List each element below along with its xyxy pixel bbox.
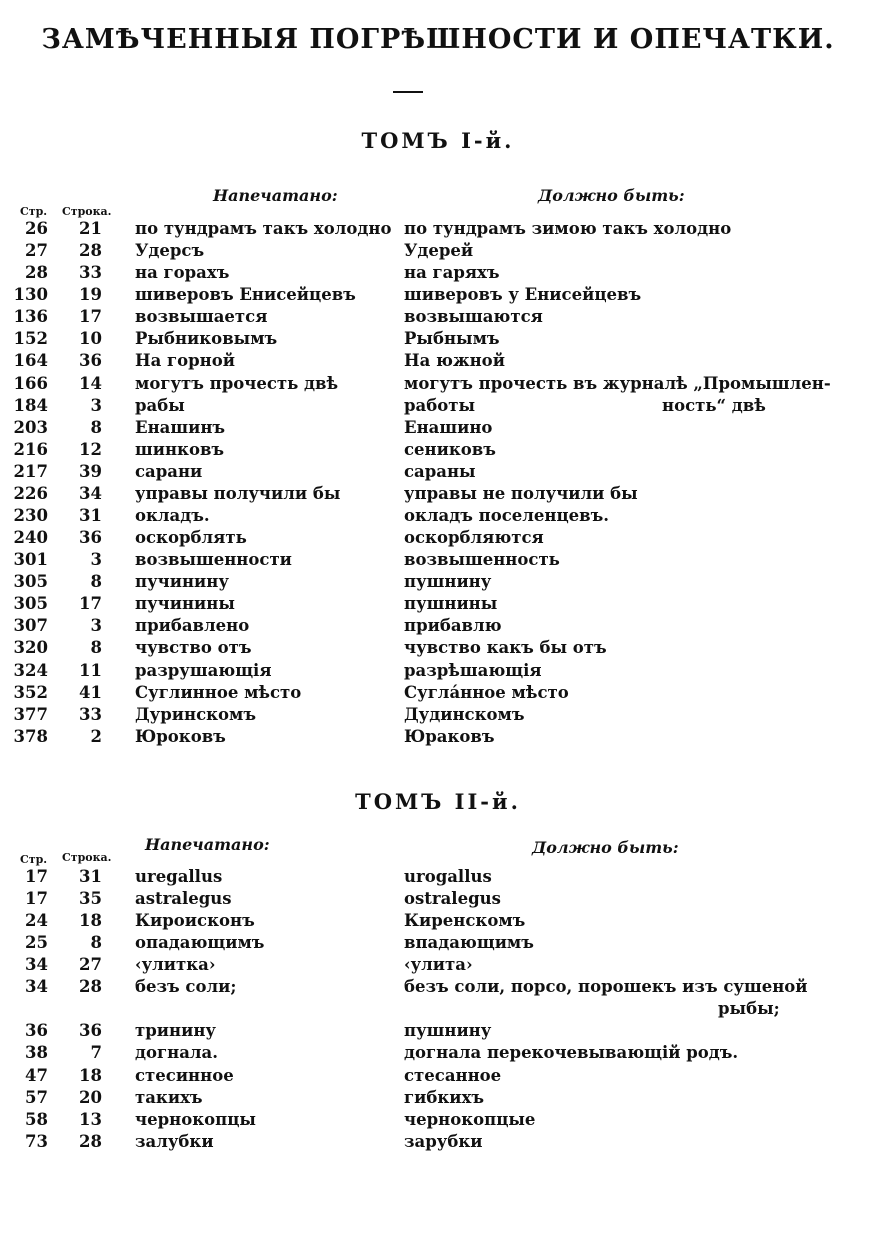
line-number: 8 [90, 933, 102, 953]
erratum-row [0, 976, 876, 1020]
line-number: 27 [79, 955, 102, 975]
page-number: 305 [13, 572, 48, 592]
correct-text: оскорбляются [404, 528, 544, 548]
printed-text: окладъ. [135, 506, 210, 526]
erratum-row [0, 1042, 876, 1064]
page-number: 240 [13, 528, 48, 548]
erratum-row [0, 328, 876, 350]
line-number: 8 [90, 417, 102, 437]
erratum-row [0, 549, 876, 571]
page-number: 17 [25, 889, 48, 909]
page-number: 203 [13, 417, 48, 437]
erratum-row [0, 637, 876, 659]
printed-text: Юроковъ [135, 726, 226, 746]
page-number: 34 [25, 977, 48, 997]
line-number: 34 [79, 483, 102, 503]
printed-text: возвышается [135, 307, 268, 327]
correct-text: пушнину [404, 572, 492, 592]
line-number: 3 [90, 550, 102, 570]
printed-text: Кироисконъ [135, 911, 255, 931]
printed-text: разрушающія [135, 660, 272, 680]
page-number: 58 [25, 1109, 48, 1129]
line-number: 28 [79, 1131, 102, 1151]
correct-text: чернокопцые [404, 1109, 536, 1129]
volume-1-page-col-label: Стр. [20, 205, 48, 218]
page-number: 38 [25, 1043, 48, 1063]
page-number: 378 [13, 726, 48, 746]
page-number: 230 [13, 506, 48, 526]
printed-text: опадающимъ [135, 933, 265, 953]
line-number: 20 [79, 1087, 102, 1107]
page-number: 352 [13, 682, 48, 702]
correct-text: Киренскомъ [404, 911, 526, 931]
printed-text: безъ соли; [135, 977, 237, 997]
line-number: 3 [90, 616, 102, 636]
line-number: 36 [79, 1021, 102, 1041]
page-number: 305 [13, 594, 48, 614]
page-number: 47 [25, 1065, 48, 1085]
volume-2-printed-label: Напечатано: [145, 835, 270, 854]
erratum-row [0, 910, 876, 932]
erratum-row [0, 505, 876, 527]
line-number: 28 [79, 977, 102, 997]
correct-text: работы [404, 395, 476, 415]
printed-text: сарани [135, 461, 203, 481]
erratum-row [0, 373, 876, 395]
correct-text: окладъ поселенцевъ. [404, 506, 610, 526]
correct-text: возвышаются [404, 307, 543, 327]
printed-text: по тундрамъ такъ холодно [135, 219, 392, 238]
line-number: 19 [79, 285, 102, 305]
erratum-row [0, 615, 876, 637]
line-number: 28 [79, 241, 102, 261]
page-number: 152 [13, 329, 48, 349]
erratum-row [0, 704, 876, 726]
page-number: 301 [13, 550, 48, 570]
printed-text: оскорблять [135, 528, 247, 548]
volume-1-line-col-label: Строка. [62, 205, 112, 218]
line-number: 10 [79, 329, 102, 349]
line-number: 35 [79, 889, 102, 909]
erratum-row [0, 682, 876, 704]
line-number: 33 [79, 263, 102, 283]
volume-2-line-col-label: Строка. [62, 851, 112, 864]
line-number: 18 [79, 911, 102, 931]
erratum-row [0, 1131, 876, 1153]
page-number: 226 [13, 483, 48, 503]
line-number: 36 [79, 528, 102, 548]
correct-text: urogallus [404, 867, 492, 886]
printed-text: uregallus [135, 867, 223, 886]
printed-text: управы получили бы [135, 483, 341, 503]
printed-text: могутъ прочесть двѣ [135, 373, 339, 393]
volume-2-page-col-label: Стр. [20, 853, 48, 866]
printed-text: пучинины [135, 594, 235, 614]
erratum-row [0, 571, 876, 593]
printed-text: пучинину [135, 572, 229, 592]
printed-text: astralegus [135, 889, 232, 909]
erratum-row [0, 395, 876, 417]
page-number: 184 [13, 395, 48, 415]
erratum-row [0, 1065, 876, 1087]
correct-text: Дудинскомъ [404, 704, 525, 724]
correct-text: сениковъ [404, 439, 496, 459]
volume-2-table [0, 866, 876, 1153]
erratum-row [0, 1087, 876, 1109]
correct-text: гибкихъ [404, 1087, 485, 1107]
page-title: ЗАМѢЧЕННЫЯ ПОГРѢШНОСТИ И ОПЕЧАТКИ. [41, 24, 835, 55]
correct-text: Удерей [404, 241, 474, 261]
printed-text: На горной [135, 351, 235, 371]
correct-text: Енашино [404, 417, 493, 437]
line-number: 41 [79, 682, 102, 702]
correct-text: возвышенность [404, 550, 560, 570]
volume-2-heading: ТОМЪ II-й. [355, 789, 521, 814]
erratum-row [0, 932, 876, 954]
line-number: 17 [79, 307, 102, 327]
page-number: 73 [25, 1131, 48, 1151]
printed-text: тринину [135, 1021, 216, 1041]
page-number: 320 [13, 638, 48, 658]
page-number: 217 [13, 461, 48, 481]
correct-text: ‹улита› [404, 955, 473, 975]
correct-text: безъ соли, порсо, порошекъ изъ сушеной [404, 977, 808, 997]
page-number: 130 [13, 285, 48, 305]
erratum-row [0, 284, 876, 306]
printed-text: такихъ [135, 1087, 203, 1107]
line-number: 33 [79, 704, 102, 724]
page-number: 136 [13, 307, 48, 327]
correct-text: разрѣшающія [404, 660, 542, 680]
line-number: 31 [79, 867, 102, 886]
correct-text: Юраковъ [404, 726, 495, 746]
erratum-row [0, 439, 876, 461]
page-number: 34 [25, 955, 48, 975]
volume-2-correct-label: Должно быть: [532, 838, 679, 857]
line-number: 13 [79, 1109, 102, 1129]
erratum-row [0, 218, 876, 240]
printed-text: догнала. [135, 1043, 218, 1063]
line-number: 8 [90, 638, 102, 658]
page-number: 324 [13, 660, 48, 680]
correct-text-continuation: рыбы; [718, 999, 780, 1019]
page-number: 307 [13, 616, 48, 636]
page-number: 24 [25, 911, 48, 931]
volume-1-table [0, 218, 876, 748]
erratum-row [0, 350, 876, 372]
correct-text: по тундрамъ зимою такъ холодно [404, 219, 732, 238]
line-number: 21 [79, 219, 102, 238]
correct-text: Рыбнымъ [404, 329, 500, 349]
erratum-row [0, 888, 876, 910]
line-number: 31 [79, 506, 102, 526]
printed-text: Удерсъ [135, 241, 205, 261]
line-number: 14 [79, 373, 102, 393]
page-number: 377 [13, 704, 48, 724]
printed-text: Енашинъ [135, 417, 226, 437]
erratum-row [0, 240, 876, 262]
printed-text: залубки [135, 1131, 214, 1151]
correct-text: ostralegus [404, 889, 501, 909]
line-number: 11 [79, 660, 102, 680]
correct-text: чувство какъ бы отъ [404, 638, 607, 658]
printed-text: чернокопцы [135, 1109, 256, 1129]
printed-text: шиверовъ Енисейцевъ [135, 285, 356, 305]
erratum-row [0, 726, 876, 748]
erratum-row [0, 1020, 876, 1042]
correct-text: шиверовъ у Енисейцевъ [404, 285, 642, 305]
page-number: 28 [25, 263, 48, 283]
correct-text: На южной [404, 351, 505, 371]
volume-1-printed-label: Напечатано: [213, 186, 338, 205]
line-number: 12 [79, 439, 102, 459]
erratum-row [0, 262, 876, 284]
page-number: 57 [25, 1087, 48, 1107]
printed-text: Рыбниковымъ [135, 329, 278, 349]
page-number: 216 [13, 439, 48, 459]
erratum-row [0, 954, 876, 976]
title-rule [393, 91, 423, 93]
correct-text: управы не получили бы [404, 483, 638, 503]
erratum-row [0, 417, 876, 439]
erratum-row [0, 527, 876, 549]
line-number: 7 [90, 1043, 102, 1063]
printed-text: прибавлено [135, 616, 250, 636]
erratum-row [0, 1109, 876, 1131]
correct-text: впадающимъ [404, 933, 534, 953]
printed-text: возвышенности [135, 550, 292, 570]
line-number: 3 [90, 395, 102, 415]
erratum-row [0, 461, 876, 483]
erratum-row [0, 593, 876, 615]
printed-text: стесинное [135, 1065, 234, 1085]
page-number: 26 [25, 219, 48, 238]
page-number: 36 [25, 1021, 48, 1041]
correct-text: пушнины [404, 594, 498, 614]
line-number: 2 [90, 726, 102, 746]
correct-text: могутъ прочесть въ журналѣ „Промышлен- [404, 373, 831, 393]
line-number: 18 [79, 1065, 102, 1085]
page-number: 17 [25, 867, 48, 886]
line-number: 8 [90, 572, 102, 592]
page-number: 164 [13, 351, 48, 371]
correct-text: Сугла́нное мѣсто [404, 682, 569, 702]
correct-text: пушнину [404, 1021, 492, 1041]
correct-text: зарубки [404, 1131, 483, 1151]
erratum-row [0, 306, 876, 328]
line-number: 17 [79, 594, 102, 614]
page-number: 27 [25, 241, 48, 261]
correct-text-continuation: ность“ двѣ [662, 395, 766, 415]
correct-text: сараны [404, 461, 476, 481]
correct-text: стесанное [404, 1065, 502, 1085]
page-number: 25 [25, 933, 48, 953]
line-number: 39 [79, 461, 102, 481]
printed-text: шинковъ [135, 439, 225, 459]
printed-text: ‹улитка› [135, 955, 216, 975]
line-number: 36 [79, 351, 102, 371]
erratum-row [0, 483, 876, 505]
printed-text: Дуринскомъ [135, 704, 257, 724]
printed-text: чувство отъ [135, 638, 252, 658]
correct-text: прибавлю [404, 616, 502, 636]
correct-text: догнала перекочевывающій родъ. [404, 1043, 739, 1063]
printed-text: Суглинное мѣсто [135, 682, 302, 702]
volume-1-heading: ТОМЪ I-й. [361, 128, 515, 153]
correct-text: на гаряхъ [404, 263, 500, 283]
erratum-row [0, 660, 876, 682]
printed-text: рабы [135, 395, 185, 415]
printed-text: на горахъ [135, 263, 230, 283]
page-number: 166 [13, 373, 48, 393]
volume-1-correct-label: Должно быть: [538, 186, 685, 205]
erratum-row [0, 866, 876, 888]
